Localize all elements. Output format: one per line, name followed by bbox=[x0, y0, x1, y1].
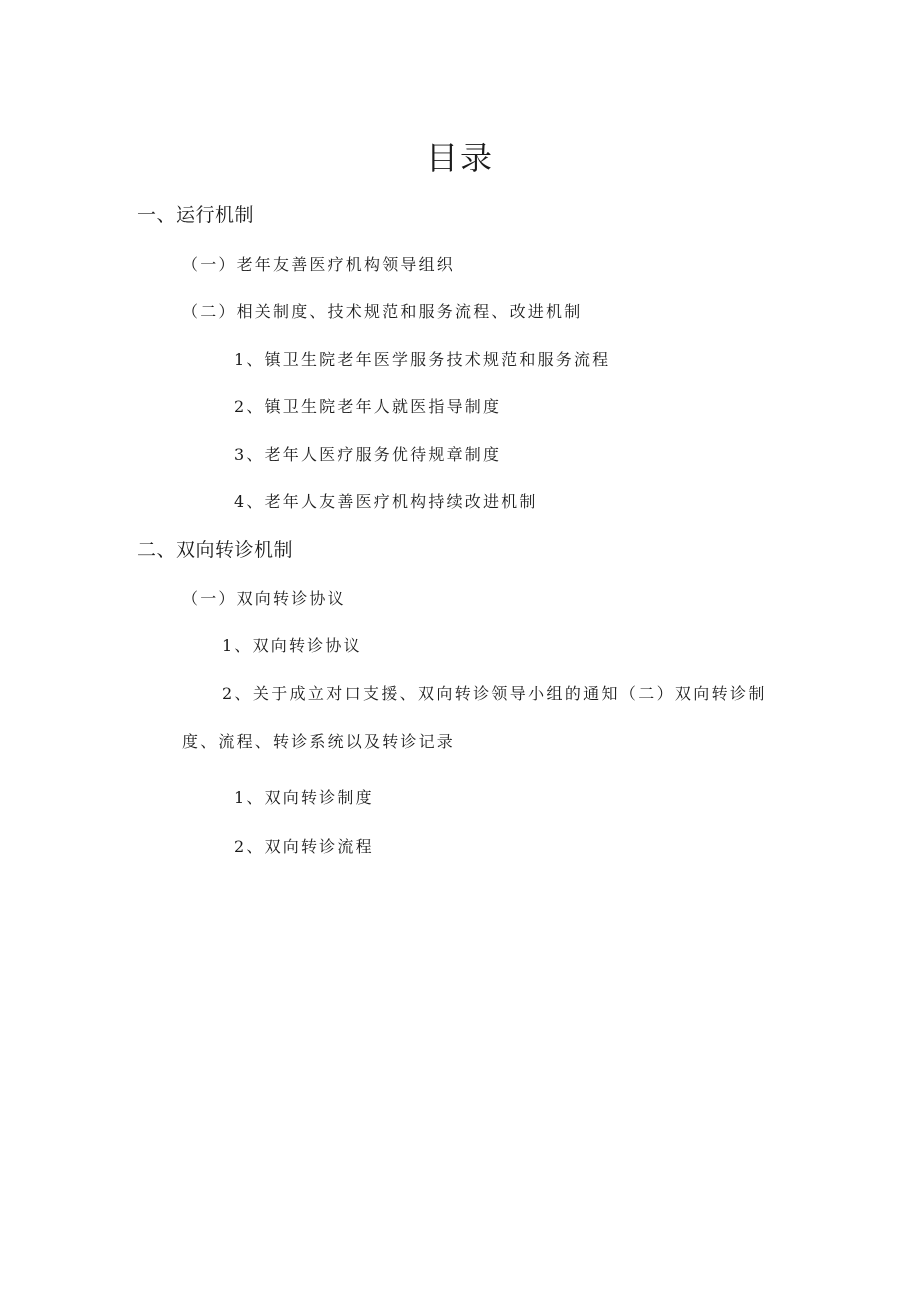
toc-entry-item: 2、镇卫生院老年人就医指导制度 bbox=[234, 397, 502, 416]
toc-entry-item: 3、老年人医疗服务优待规章制度 bbox=[234, 445, 502, 464]
toc-entry-related-systems: （二）相关制度、技术规范和服务流程、改进机制 bbox=[182, 302, 583, 321]
section-heading-referral-mechanism: 二、双向转诊机制 bbox=[137, 539, 294, 561]
toc-entry-referral-agreement: （一）双向转诊协议 bbox=[182, 589, 346, 608]
toc-title: 目录 bbox=[425, 139, 494, 177]
toc-entry-item: 1、双向转诊协议 bbox=[222, 636, 362, 655]
toc-entry-item: 1、双向转诊制度 bbox=[234, 788, 374, 807]
toc-entry-item: 1、镇卫生院老年医学服务技术规范和服务流程 bbox=[234, 350, 611, 369]
toc-entry-item-continuation: 度、流程、转诊系统以及转诊记录 bbox=[182, 732, 456, 751]
toc-entry-item: 2、双向转诊流程 bbox=[234, 837, 374, 856]
toc-entry-item: 2、关于成立对口支援、双向转诊领导小组的通知（二）双向转诊制 bbox=[222, 684, 767, 703]
toc-entry-leadership-organization: （一）老年友善医疗机构领导组织 bbox=[182, 255, 456, 274]
section-heading-operation-mechanism: 一、运行机制 bbox=[137, 204, 255, 226]
toc-entry-item: 4、老年人友善医疗机构持续改进机制 bbox=[234, 492, 538, 511]
